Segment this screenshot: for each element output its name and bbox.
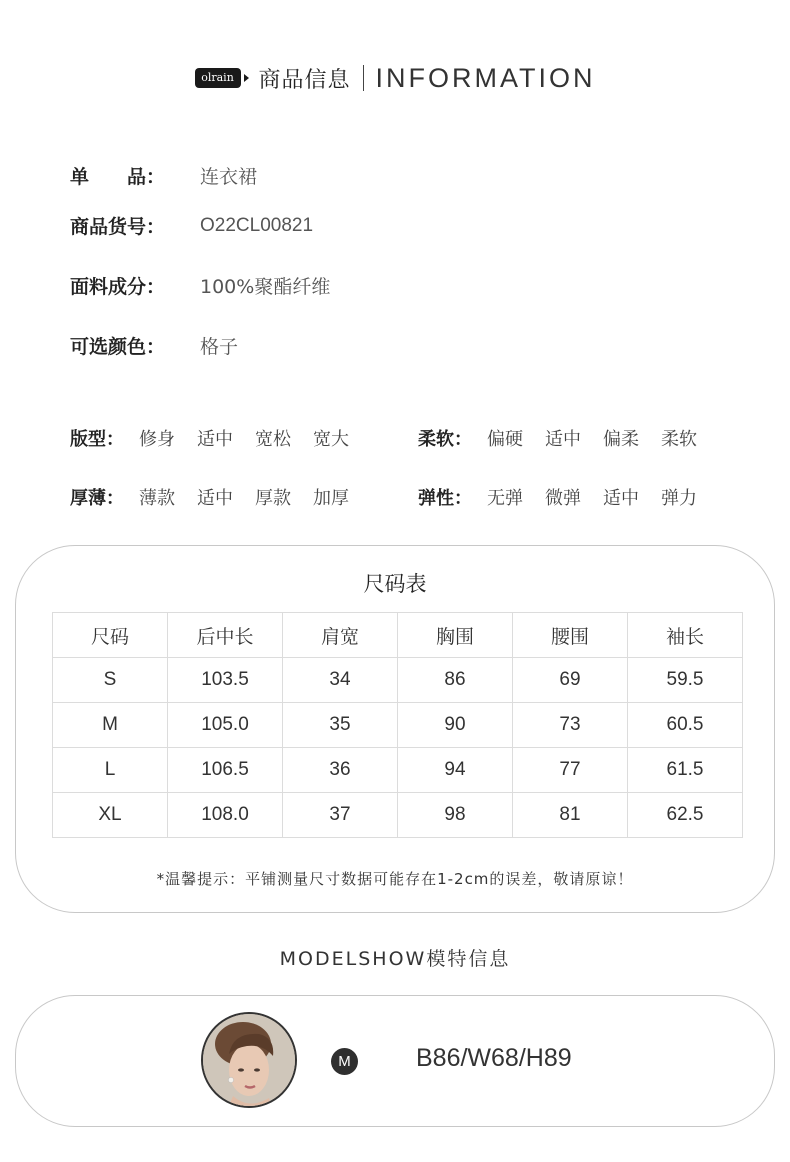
info-row-sku [70, 212, 313, 239]
attr-option: 无弹 [487, 488, 523, 509]
info-label: 可选颜色： [70, 336, 166, 358]
model-portrait-icon [203, 1014, 297, 1108]
header-divider [363, 65, 364, 91]
table-cell: 108.0 [168, 793, 283, 838]
attr-softness [418, 425, 708, 451]
info-row-fabric [70, 272, 330, 299]
info-row-item [70, 162, 257, 189]
brand-logo [195, 68, 241, 88]
attr-option-selected: 适中 [186, 425, 244, 451]
attr-label: 厚薄： [70, 488, 124, 509]
table-cell: 59.5 [628, 658, 743, 703]
info-value: 格子 [200, 336, 239, 358]
table-header-cell: 胸围 [398, 613, 513, 658]
info-value: 100%聚酯纤维 [200, 276, 331, 298]
info-label: 商品货号： [70, 216, 166, 238]
attr-option: 适中 [603, 488, 639, 509]
attr-option: 加厚 [313, 488, 349, 509]
table-cell: 62.5 [628, 793, 743, 838]
attr-label: 版型： [70, 429, 124, 450]
brand-logo-text: olrain [201, 71, 234, 84]
table-cell: 61.5 [628, 748, 743, 793]
attr-fit [70, 425, 360, 451]
model-card [15, 995, 775, 1127]
table-cell: 36 [283, 748, 398, 793]
attr-label: 柔软： [418, 429, 472, 450]
model-avatar [201, 1012, 297, 1108]
size-chart-card [15, 545, 775, 913]
model-section-title: MODELSHOW模特信息 [279, 948, 511, 970]
size-chart-title: 尺码表 [363, 572, 427, 596]
attr-label: 弹性： [418, 488, 472, 509]
table-cell: 86 [398, 658, 513, 703]
section-header [0, 58, 790, 98]
table-cell: 98 [398, 793, 513, 838]
table-cell: S [53, 658, 168, 703]
info-label: 单 品： [70, 166, 166, 188]
size-chart-note: *温馨提示：平铺测量尺寸数据可能存在1-2cm的误差，敬请原谅！ [156, 870, 634, 888]
table-cell: 60.5 [628, 703, 743, 748]
table-header-cell: 腰围 [513, 613, 628, 658]
table-header-cell: 尺码 [53, 613, 168, 658]
table-header-row [53, 613, 743, 658]
table-cell: 105.0 [168, 703, 283, 748]
table-row [53, 793, 743, 838]
table-cell: 106.5 [168, 748, 283, 793]
table-row [53, 658, 743, 703]
table-cell: 81 [513, 793, 628, 838]
table-cell: 94 [398, 748, 513, 793]
table-row [53, 748, 743, 793]
table-cell: 34 [283, 658, 398, 703]
table-header-cell: 肩宽 [283, 613, 398, 658]
attr-option: 偏硬 [487, 429, 523, 450]
table-header-cell: 后中长 [168, 613, 283, 658]
attr-option: 薄款 [139, 488, 175, 509]
attr-option-selected: 适中 [186, 484, 244, 510]
model-size-badge: M [331, 1048, 358, 1075]
header-title-en: INFORMATION [375, 62, 596, 93]
info-row-color [70, 332, 238, 359]
info-label: 面料成分： [70, 276, 166, 298]
info-value: O22CL00821 [200, 214, 314, 236]
table-header-cell: 袖长 [628, 613, 743, 658]
header-title-cn: 商品信息 [258, 67, 351, 93]
attr-thickness [70, 484, 360, 510]
attr-option-selected: 适中 [534, 425, 592, 451]
table-cell: 35 [283, 703, 398, 748]
attr-option: 柔软 [661, 429, 697, 450]
table-cell: 73 [513, 703, 628, 748]
attr-option: 偏柔 [603, 429, 639, 450]
table-row [53, 703, 743, 748]
table-cell: XL [53, 793, 168, 838]
size-table [52, 612, 743, 838]
table-cell: 69 [513, 658, 628, 703]
table-cell: 103.5 [168, 658, 283, 703]
table-cell: 37 [283, 793, 398, 838]
attr-option: 宽松 [255, 429, 291, 450]
attr-option: 宽大 [313, 429, 349, 450]
info-value: 连衣裙 [200, 166, 258, 188]
play-icon [244, 74, 249, 82]
table-cell: 90 [398, 703, 513, 748]
table-cell: L [53, 748, 168, 793]
table-cell: M [53, 703, 168, 748]
model-measurements: B86/W68/H89 [416, 1044, 572, 1072]
attr-elasticity [418, 484, 708, 510]
attr-option: 弹力 [661, 488, 697, 509]
table-cell: 77 [513, 748, 628, 793]
attr-option-selected: 微弹 [534, 484, 592, 510]
attr-option: 修身 [139, 429, 175, 450]
attr-option: 厚款 [255, 488, 291, 509]
